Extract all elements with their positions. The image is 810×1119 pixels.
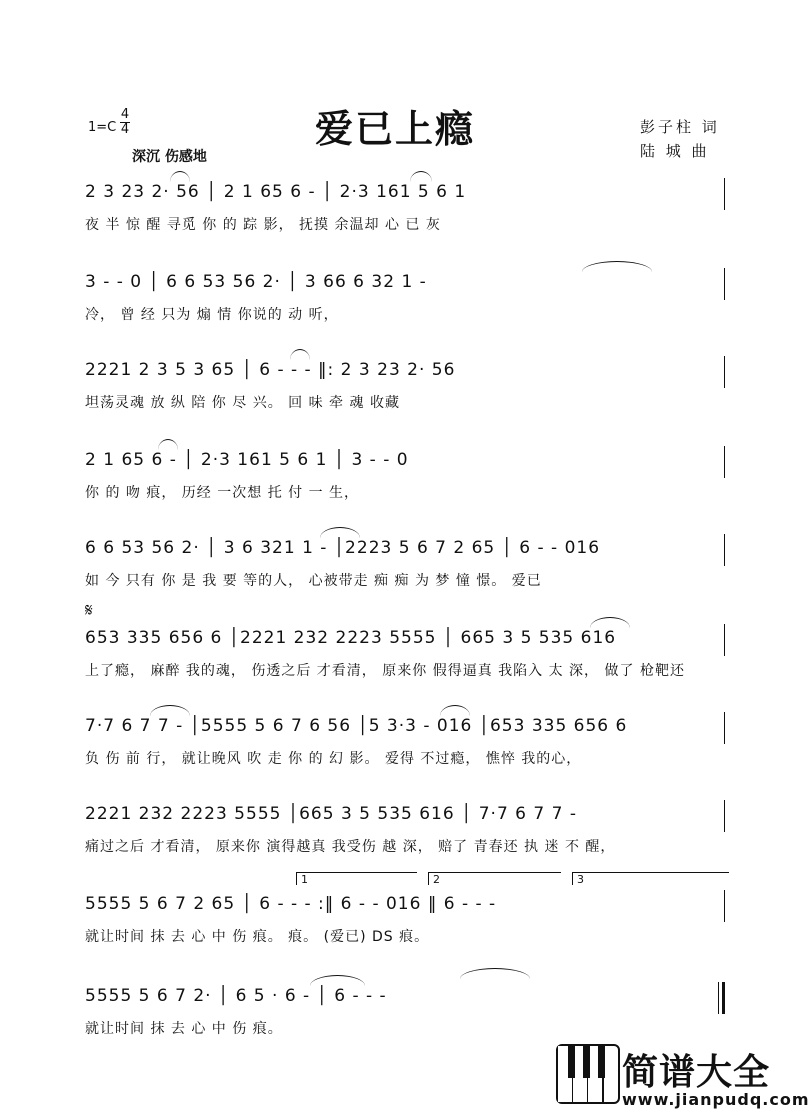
system-notes: 5555 5 6 7 2· │ 6 5 · 6 - │ 6 - - -	[85, 986, 387, 1006]
lyricist-credit: 彭子柱 词	[640, 118, 720, 136]
segno-sign: 𝄋	[85, 600, 93, 621]
key-signature: 1=C	[88, 120, 117, 135]
volta-3: 3	[572, 872, 729, 885]
slur	[290, 349, 310, 360]
system-lyrics: 上了瘾， 麻醉 我的魂， 伤透之后 才看清， 原来你 假得逼真 我陷入 太 深， 做了 枪靶还	[85, 663, 685, 679]
song-title: 爱已上瘾	[314, 107, 475, 151]
system-lyrics: 就让时间 抹 去 心 中 伤 痕。 痕。 (爱已) DS 痕。	[85, 929, 430, 945]
volta-1: 1	[296, 872, 417, 885]
barline	[724, 890, 725, 922]
barline	[724, 534, 725, 566]
slur	[440, 705, 470, 716]
system-notes: 3 - - 0 │ 6 6 53 56 2· │ 3 66 6 32 1 -	[85, 272, 427, 292]
final-barline	[722, 982, 725, 1014]
logo-url: www.jianpudq.com	[622, 1090, 810, 1109]
barline	[724, 624, 725, 656]
barline	[724, 446, 725, 478]
barline	[724, 268, 725, 300]
system-notes: 6 6 53 56 2· │ 3 6 321 1 - │2223 5 6 7 2 65 │ 6 - - 016	[85, 538, 601, 558]
barline	[724, 356, 725, 388]
system-lyrics: 负 伤 前 行， 就让晚风 吹 走 你 的 幻 影。 爱得 不过瘾， 憔悴 我的心，	[85, 751, 582, 767]
slur	[460, 968, 530, 979]
slur	[320, 527, 360, 538]
composer-credit: 陆 城 曲	[640, 142, 710, 160]
system-lyrics: 痛过之后 才看清， 原来你 演得越真 我受伤 越 深， 赔了 青春还 执 迷 不 醒，	[85, 839, 616, 855]
system-notes: 2221 2 3 5 3 65 │ 6 - - - ‖: 2 3 23 2· 56	[85, 360, 456, 380]
logo-name: 简谱大全	[622, 1052, 771, 1093]
slur	[590, 617, 630, 628]
system-notes: 2 3 23 2· 56 │ 2 1 65 6 - │ 2·3 161 5 6 1	[85, 182, 467, 202]
slur	[170, 171, 190, 182]
tempo-mood: 深沉 伤感地	[132, 149, 207, 165]
time-signature	[120, 108, 130, 137]
volta-2: 2	[428, 872, 561, 885]
barline	[718, 982, 719, 1014]
system-lyrics: 如 今 只有 你 是 我 要 等的人， 心被带走 痴 痴 为 梦 憧 憬。 爱已	[85, 573, 542, 589]
system-lyrics: 你 的 吻 痕， 历经 一次想 托 付 一 生，	[85, 485, 360, 501]
meter-bottom: 4	[120, 122, 130, 137]
system-lyrics: 夜 半 惊 醒 寻觅 你 的 踪 影， 抚摸 余温却 心 已 灰	[85, 217, 441, 233]
slur	[158, 439, 178, 450]
system-notes: 2221 232 2223 5555 │665 3 5 535 616 │ 7·7 6 7 7 -	[85, 804, 577, 824]
slur	[410, 171, 432, 182]
system-lyrics: 坦荡灵魂 放 纵 陪 你 尽 兴。 回 味 牵 魂 收藏	[85, 395, 400, 411]
system-lyrics: 冷， 曾 经 只为 煽 情 你说的 动 听，	[85, 307, 339, 323]
barline	[724, 178, 725, 210]
system-notes: 7·7 6 7 7 - │5555 5 6 7 6 56 │5 3·3 - 016 │653 335 656 6	[85, 716, 628, 736]
piano-icon	[556, 1044, 620, 1104]
site-logo	[556, 1044, 810, 1114]
barline	[724, 712, 725, 744]
slur	[150, 705, 190, 716]
slur	[310, 975, 365, 986]
meter-top: 4	[120, 107, 130, 122]
slur	[582, 261, 652, 272]
barline	[724, 800, 725, 832]
system-notes: 5555 5 6 7 2 65 │ 6 - - - :‖ 6 - - 016 ‖ 6 - - -	[85, 894, 497, 914]
system-notes: 653 335 656 6 │2221 232 2223 5555 │ 665 3 5 535 616	[85, 628, 617, 648]
system-notes: 2 1 65 6 - │ 2·3 161 5 6 1 │ 3 - - 0	[85, 450, 409, 470]
system-lyrics: 就让时间 抹 去 心 中 伤 痕。	[85, 1021, 283, 1037]
